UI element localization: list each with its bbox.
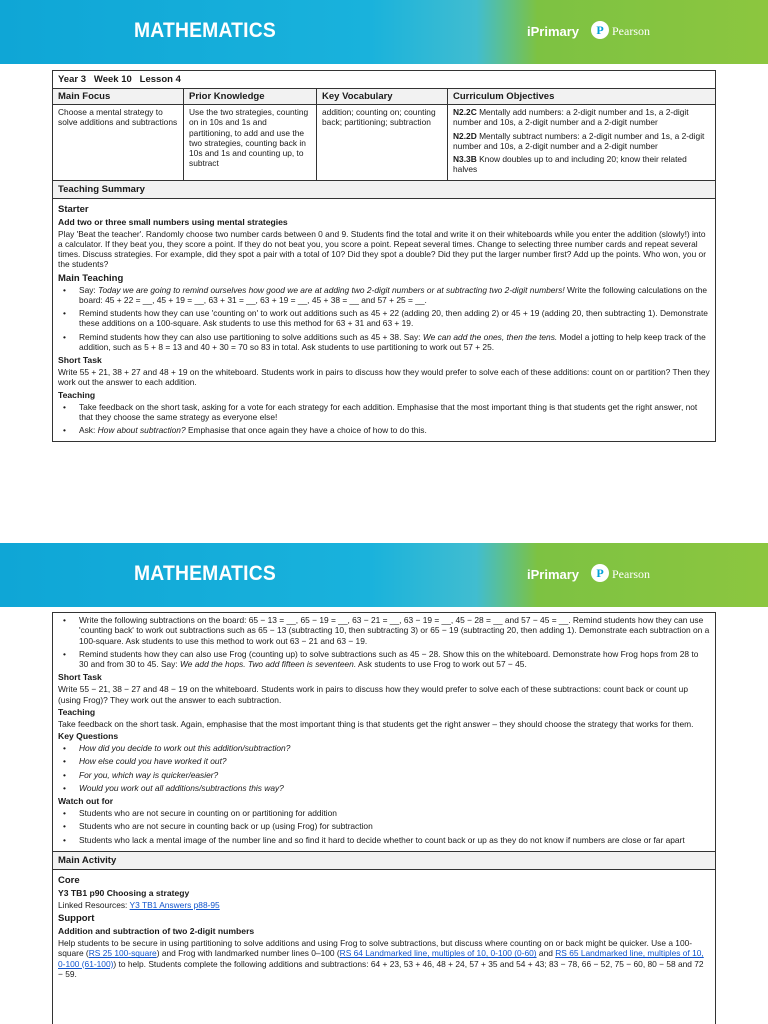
page2-banner: [0, 543, 768, 607]
pearson-logo-icon: P: [591, 21, 609, 39]
objective-item: N2.2C Mentally add numbers: a 2-digit number and 1s, a 2-digit number and 10s, a 2-digit number and a 2-digit number: [453, 107, 689, 128]
col-curriculum-objectives: Curriculum Objectives: [453, 91, 555, 102]
key-vocabulary-text: addition; counting on; counting back; partitioning; subtraction: [322, 107, 436, 128]
main-activity-header: Main Activity: [53, 852, 715, 870]
list-item: • Students who are not secure in counting back or up (using Frog) for subtraction: [58, 821, 710, 831]
brand-name: iPrimary: [527, 24, 580, 39]
list-item: • Remind students how they can also use partitioning to solve additions such as 45 + 38. Say: We can add the ones, then the tens. Model a jotting to help keep track of the addition, such as 5 + 8 = 13 and 40 + 30 = 70 so 83 in total. Ask students to use partitioning to work out 57 + 25.: [58, 332, 710, 353]
starter-heading: Starter: [58, 203, 89, 215]
publisher-name: Pearson: [612, 24, 650, 38]
linked-resources: Linked Resources: Y3 TB1 Answers p88-95: [58, 899, 220, 910]
list-item: • Say: Today we are going to remind ourselves how good we are at adding two 2-digit numbers or at subtracting two 2-digit numbers! Write the following calculations on the board: 45 + 22 = __, 45 + 19 = __, 63 + 31 = __, 63 + 19 = __, 45 + 38 = __ and 57 + 25 = __.: [58, 285, 710, 306]
answers-link[interactable]: Y3 TB1 Answers p88-95: [129, 899, 220, 910]
short-task-text: Write 55 − 21, 38 − 27 and 48 − 19 on the whiteboard. Students work in pairs to discuss how they would prefer to solve each of these subtractions: count back or count up (using Frog)? They work out the answer to each subtraction.: [58, 684, 688, 705]
key-questions-heading: Key Questions: [58, 731, 119, 741]
pearson-logo-icon: P: [591, 564, 609, 582]
list-item: • For you, which way is quicker/easier?: [58, 770, 710, 780]
short-task-heading: Short Task: [58, 355, 102, 365]
banner-title: MATHEMATICS: [134, 19, 276, 42]
main-teaching-list: [58, 285, 710, 353]
banner-title: MATHEMATICS: [134, 562, 276, 585]
watch-out-heading: Watch out for: [58, 796, 114, 806]
objective-item: N3.3B Know doubles up to and including 20; know their related halves: [453, 154, 687, 175]
lesson-plan-page2: [52, 612, 716, 1024]
column-headers: [53, 89, 715, 105]
subtraction-teaching-list: [58, 615, 710, 669]
rs65-link[interactable]: RS 65 Landmarked line, multiples of 10, 0-100 (61-100): [58, 948, 704, 969]
col-prior-knowledge: Prior Knowledge: [184, 89, 317, 104]
brand-name: iPrimary: [527, 567, 580, 582]
main-activity-body: [53, 870, 715, 983]
objectives-list: [448, 105, 715, 180]
prior-knowledge-text: Use the two strategies, counting on in 10s and 1s and partitioning, to add and use the two strategies, counting back in 10s and 1s and counting up, to subtract: [189, 107, 309, 169]
lesson-header: Year 3 Week 10 Lesson 4: [53, 71, 715, 89]
teaching-text: Take feedback on the short task. Again, emphasise that the most important thing is that students get the right answer – they should choose the strategy that works for them.: [58, 718, 694, 729]
support-text: Help students to be secure in using partitioning to solve additions and using Frog to solve subtractions, but discuss where counting on or back might be quicker. Use a 100-square (RS 25 100-square) and Frog with landmarked number lines 0–100 (RS 64 Landmarked line, multiples of 10, 0-100 (0-60) and RS 65 Landmarked line, multiples of 10, 0-100 (61-100)) to help. Students complete the following additions and subtractions: 64 + 23, 53 + 46, 48 + 24, 57 + 35 and 54 + 43; 83 − 78, 66 − 52, 75 − 60, 80 − 58 and 72 − 59.: [58, 938, 704, 979]
teaching-heading: Teaching: [58, 706, 96, 717]
main-teaching-heading: Main Teaching: [58, 272, 124, 284]
list-item: • Students who lack a mental image of the number line and so find it hard to decide whether to count back or up as they do not know if numbers are close or far apart: [58, 835, 710, 845]
watch-out-list: [58, 808, 710, 845]
teaching-summary-header: Teaching Summary: [53, 181, 715, 199]
list-item: • Remind students how they can use 'counting on' to work out additions such as 45 + 22 (adding 20, then adding 2) or 45 + 19 (adding 20, then subtracting 1). Demonstrate these additions on a 100-square. Ask students to use this method for 63 + 31 and 63 + 19.: [58, 308, 710, 329]
list-item: • Take feedback on the short task, asking for a vote for each strategy for each addition. Emphasise that the most important thing is that students get the right answer, not that they choose the same strategy as everyone else!: [58, 402, 710, 423]
main-focus-text: Choose a mental strategy to solve additions and subtractions: [58, 107, 178, 128]
teaching-summary-body: [53, 199, 715, 442]
starter-text: Play 'Beat the teacher'. Randomly choose two number cards between 0 and 9. Students find the total and write it on their whiteboards while you enter the addition (slowly!) into a calculator. If they beat you, they score a point. If they do not beat you, you score a point. Repeat several times. Change to selecting three number cards and repeat several times. Discuss strategies. For example, did they spot a pair with a total of 10? Did they spot a double? Did they put the larger number first? Add up the points. Who won, you or the students?: [58, 228, 707, 270]
starter-subheading: Add two or three small numbers using mental strategies: [58, 216, 288, 227]
col-key-vocabulary: Key Vocabulary: [317, 89, 448, 104]
teaching-heading: Teaching: [58, 389, 96, 400]
page1-banner: [0, 0, 768, 64]
rs25-link[interactable]: RS 25 100-square: [88, 948, 157, 959]
core-subheading: Y3 TB1 p90 Choosing a strategy: [58, 887, 190, 898]
publisher-name: Pearson: [612, 567, 650, 581]
col-main-focus: Main Focus: [53, 89, 184, 104]
key-questions-list: [58, 743, 710, 793]
list-item: • Would you work out all additions/subtractions this way?: [58, 783, 710, 793]
support-subheading: Addition and subtraction of two 2-digit numbers: [58, 926, 255, 936]
objective-item: N2.2D Mentally subtract numbers: a 2-digit number and 1s, a 2-digit number and 10s, a 2-digit number and a 2-digit number: [453, 130, 705, 151]
list-item: • Remind students how they can also use Frog (counting up) to solve subtractions such as 45 − 28. Show this on the whiteboard. Demonstrate how Frog hops from 28 to 30 and from 30 to 45. Say: We add the hops. Two add fifteen is seventeen. Ask students to use Frog to work out 57 − 45.: [58, 649, 710, 670]
support-heading: Support: [58, 913, 95, 924]
rs64-link[interactable]: RS 64 Landmarked line, multiples of 10, 0-100 (0-60): [339, 948, 537, 959]
page2-teaching-body: [53, 613, 715, 852]
short-task-heading: Short Task: [58, 672, 102, 683]
short-task-text: Write 55 + 21, 38 + 27 and 48 + 19 on the whiteboard. Students work in pairs to discuss how they would prefer to solve each of these additions: count on or partition? Then they work out the answer to each addition.: [58, 367, 710, 388]
list-item: • How did you decide to work out this addition/subtraction?: [58, 743, 710, 753]
list-item: • How else could you have worked it out?: [58, 756, 710, 766]
list-item: • Ask: How about subtraction? Emphasise that once again they have a choice of how to do this.: [58, 425, 710, 435]
lesson-plan-page1: [52, 70, 716, 442]
list-item: • Students who are not secure in counting on or partitioning for addition: [58, 808, 710, 818]
core-heading: Core: [58, 874, 80, 886]
teaching-list: [58, 402, 710, 436]
lesson-info-row: [53, 105, 715, 181]
list-item: • Write the following subtractions on the board: 65 − 13 = __, 65 − 19 = __, 63 − 21 = __, 63 − 19 = __, 45 − 28 = __ and 57 − 45 = __. Remind students how they can use 'counting back' to work out subtractions such as 65 − 13 (subtracting 10, then subtracting 3) or 65 − 19 (subtracting 20, then adding 1). Demonstrate each subtraction on a 100-square. Ask students to use this method to work out 63 − 21 and 63 − 19.: [58, 615, 710, 646]
